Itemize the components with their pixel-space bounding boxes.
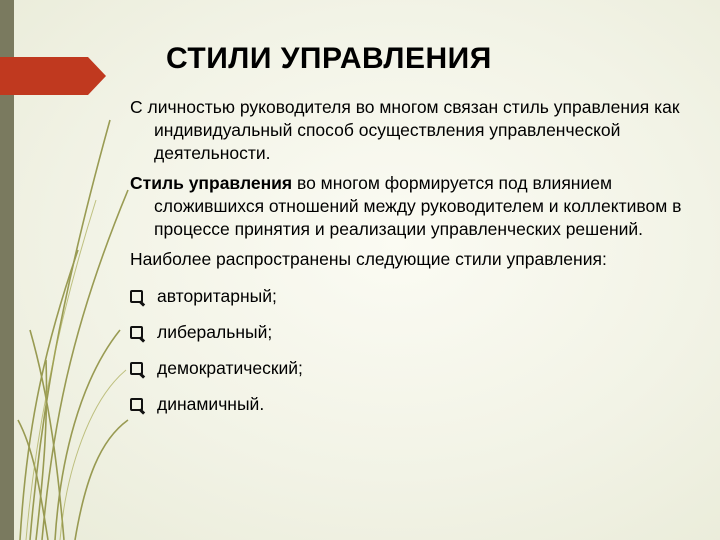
checkbox-bullet-icon	[130, 326, 143, 339]
list-item-label: демократический;	[157, 357, 303, 378]
style-term: Стиль управления	[130, 173, 293, 193]
slide-body	[130, 96, 700, 422]
checkbox-bullet-icon	[130, 398, 143, 411]
list-item	[130, 386, 700, 422]
list-item-label: авторитарный;	[157, 285, 277, 306]
styles-list	[130, 278, 700, 422]
list-item	[130, 278, 700, 314]
checkbox-bullet-icon	[130, 290, 143, 303]
title-accent-tab	[0, 57, 106, 95]
list-item	[130, 314, 700, 350]
list-item	[130, 350, 700, 386]
list-item-label: либеральный;	[157, 321, 273, 342]
paragraph-style-definition	[130, 172, 700, 241]
paragraph-personality: С личностью руководителя во многом связан стиль управления как индивидуальный способ осуществления управленческой деятельности.	[130, 97, 680, 163]
style-definition-text: во многом формируется под влиянием сложившихся отношений между руководителем и коллективом в процессе принятия и реализации управленческих решений.	[154, 173, 682, 239]
slide-title: СТИЛИ УПРАВЛЕНИЯ	[166, 42, 492, 75]
paragraph-styles-intro: Наиболее распространены следующие стили управления:	[130, 249, 607, 269]
list-item-label: динамичный.	[157, 393, 265, 414]
checkbox-bullet-icon	[130, 362, 143, 375]
